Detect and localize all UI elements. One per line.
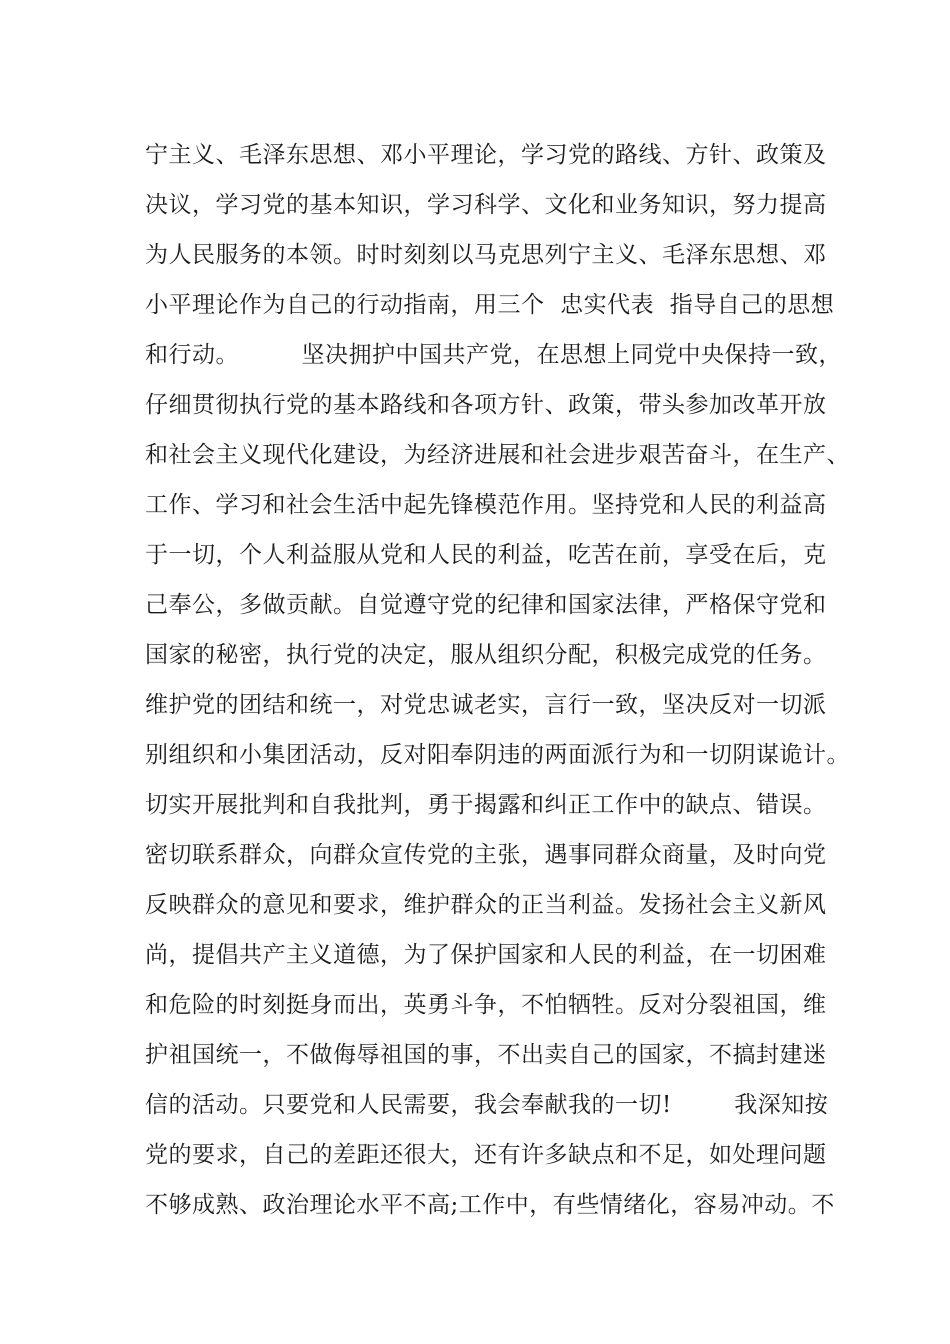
text-line: 维护党的团结和统一，对党忠诚老实，言行一致，坚决反对一切派 — [145, 692, 827, 718]
text-line: 为人民服务的本领。时时刻刻以马克思列宁主义、毛泽东思想、邓 — [145, 242, 827, 268]
text-line: 反映群众的意见和要求，维护群众的正当利益。发扬社会主义新风 — [145, 892, 827, 918]
text-line: 别组织和小集团活动，反对阳奉阴违的两面派行为和一切阴谋诡计。 — [145, 742, 850, 768]
text-line: 信的活动。只要党和人民需要，我会奉献我的一切! 我深知按 — [145, 1092, 829, 1118]
text-line: 尚，提倡共产主义道德，为了保护国家和人民的利益，在一切困难 — [145, 942, 827, 968]
text-line: 护祖国统一，不做侮辱祖国的事，不出卖自己的国家，不搞封建迷 — [145, 1042, 827, 1068]
document-body — [145, 130, 850, 1230]
text-line: 和社会主义现代化建设，为经济进展和社会进步艰苦奋斗，在生产、 — [145, 442, 850, 468]
text-line: 国家的秘密，执行党的决定，服从组织分配，积极完成党的任务。 — [145, 642, 827, 668]
text-line: 和行动。 坚决拥护中国共产党，在思想上同党中央保持一致， — [145, 342, 842, 368]
text-line: 不够成熟、政治理论水平不高;工作中，有些情绪化，容易冲动。不 — [145, 1192, 835, 1218]
text-line: 决议，学习党的基本知识，学习科学、文化和业务知识，努力提高 — [145, 192, 827, 218]
text-line: 己奉公，多做贡献。自觉遵守党的纪律和国家法律，严格保守党和 — [145, 592, 827, 618]
text-line: 切实开展批判和自我批判，勇于揭露和纠正工作中的缺点、错误。 — [145, 792, 827, 818]
text-line: 小平理论作为自己的行动指南，用三个 忠实代表 指导自己的思想 — [145, 292, 835, 318]
text-line: 工作、学习和社会生活中起先锋模范作用。坚持党和人民的利益高 — [145, 492, 827, 518]
text-line: 仔细贯彻执行党的基本路线和各项方针、政策，带头参加改革开放 — [145, 392, 827, 418]
text-line: 于一切，个人利益服从党和人民的利益，吃苦在前，享受在后，克 — [145, 542, 827, 568]
text-line: 党的要求，自己的差距还很大，还有许多缺点和不足，如处理问题 — [145, 1142, 827, 1168]
text-line: 和危险的时刻挺身而出，英勇斗争，不怕牺牲。反对分裂祖国，维 — [145, 992, 827, 1018]
text-line: 密切联系群众，向群众宣传党的主张，遇事同群众商量，及时向党 — [145, 842, 827, 868]
text-line: 宁主义、毛泽东思想、邓小平理论，学习党的路线、方针、政策及 — [145, 142, 827, 168]
